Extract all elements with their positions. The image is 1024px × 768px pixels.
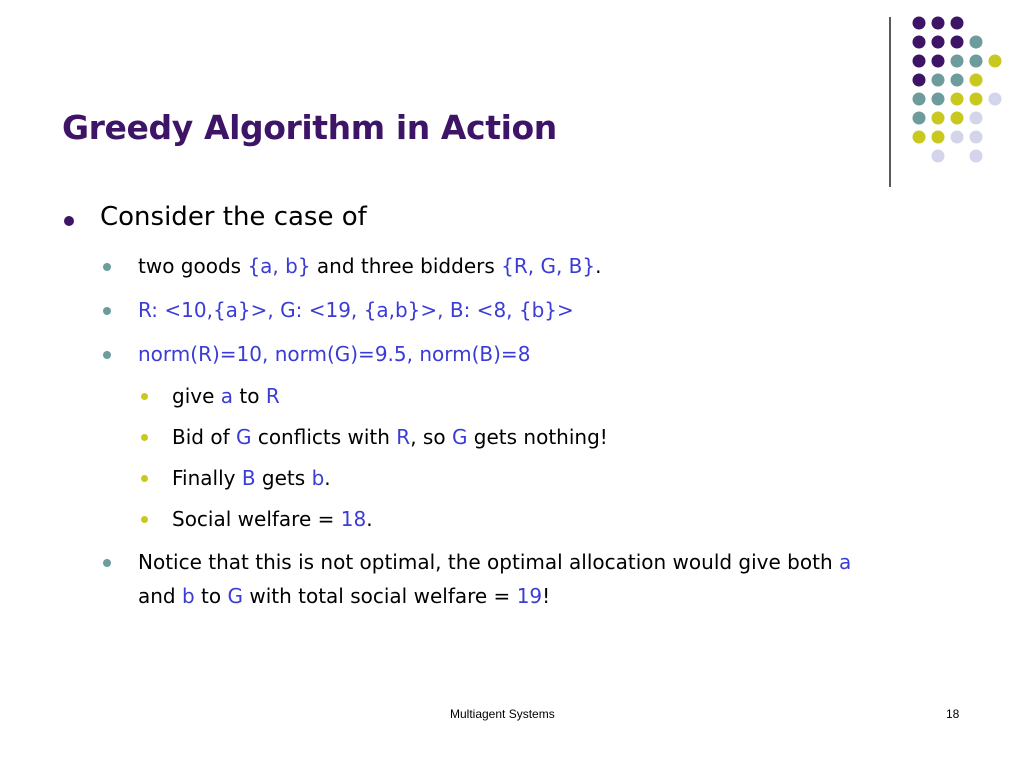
- bullet-dot-icon: [141, 434, 148, 441]
- bullet-give-a-to-r: give a to R: [172, 384, 280, 408]
- bullet-dot-icon: [103, 559, 111, 567]
- bullet-dot-icon: [103, 351, 111, 359]
- bullet-goods-bidders: two goods {a, b} and three bidders {R, G, B}.: [138, 254, 602, 278]
- bullet-dot-icon: [64, 216, 74, 226]
- bullet-g-conflicts: Bid of G conflicts with R, so G gets nothing!: [172, 425, 608, 449]
- bullet-finally-b: Finally B gets b.: [172, 466, 331, 490]
- bullet-dot-icon: [103, 307, 111, 315]
- bullet-notice-line2: and b to G with total social welfare = 19!: [138, 584, 551, 608]
- bullet-dot-icon: [141, 475, 148, 482]
- bullet-notice-line1: Notice that this is not optimal, the optimal allocation would give both a: [138, 550, 852, 574]
- bullet-bids: R: <10,{a}>, G: <19, {a,b}>, B: <8, {b}>: [138, 298, 574, 322]
- bullet-dot-icon: [103, 263, 111, 271]
- slide-title: Greedy Algorithm in Action: [62, 108, 557, 147]
- bullet-dot-icon: [141, 393, 148, 400]
- decorative-dot-grid: [0, 0, 1024, 200]
- bullet-norms: norm(R)=10, norm(G)=9.5, norm(B)=8: [138, 342, 531, 366]
- bullet-dot-icon: [141, 516, 148, 523]
- footer-title: Multiagent Systems: [450, 707, 555, 721]
- title-divider-line: [889, 17, 891, 187]
- bullet-consider-case: Consider the case of: [100, 202, 367, 232]
- bullet-social-welfare: Social welfare = 18.: [172, 507, 373, 531]
- page-number: 18: [946, 707, 960, 721]
